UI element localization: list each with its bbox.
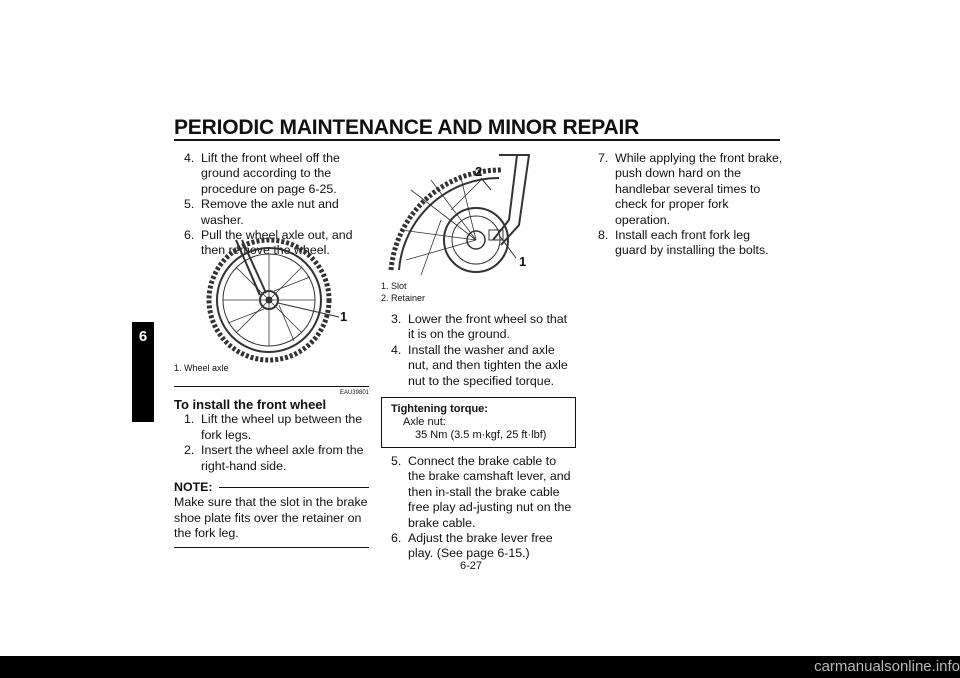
list-item: 2. Insert the wheel axle from the right-hand side. xyxy=(184,443,364,473)
list-item: 5. Connect the brake cable to the brake camshaft lever, and then in-stall the brake cable free play ad-justing nut on the brake cable. xyxy=(391,454,572,530)
section-heading: To install the front wheel xyxy=(174,397,327,412)
list-item: 7. While applying the front brake, push down hard on the handlebar several times to check for proper fork operation. xyxy=(598,151,783,227)
figure-caption-slot: 1. Slot xyxy=(381,281,407,291)
brake-slot-figure xyxy=(381,150,576,305)
page-title: PERIODIC MAINTENANCE AND MINOR REPAIR xyxy=(174,116,640,139)
list-item: 5. Remove the axle nut and washer. xyxy=(184,197,339,227)
figure-caption-retainer: 2. Retainer xyxy=(381,293,426,303)
header-rule xyxy=(174,139,780,141)
install-section xyxy=(174,389,369,548)
list-item: 4. Install the washer and axle nut, and then tighten the axle nut to the specified torque. xyxy=(391,342,568,388)
middle-column xyxy=(381,312,576,562)
list-item: 6. Adjust the brake lever free play. (See page 6-15.) xyxy=(391,531,553,561)
list-item: 6. Pull the wheel axle out, and then remove the wheel. xyxy=(184,228,353,258)
figure-caption: 1. Wheel axle xyxy=(174,363,229,373)
note-title: NOTE: xyxy=(174,480,213,495)
figure-callout-2: 2 xyxy=(475,164,483,179)
note-rule xyxy=(219,487,369,488)
list-item: 1. Lift the wheel up between the fork legs. xyxy=(184,412,363,442)
torque-spec-box xyxy=(381,397,576,448)
page-number: 6-27 xyxy=(460,560,483,572)
wheel-illustration xyxy=(174,235,369,365)
right-column xyxy=(588,151,783,259)
wheel-axle-figure xyxy=(174,235,369,375)
figure-callout-1: 1 xyxy=(519,254,527,269)
torque-item: Axle nut: xyxy=(403,416,446,429)
torque-value: 35 Nm (3.5 m·kgf, 25 ft·lbf) xyxy=(415,429,547,442)
figure-callout: 1 xyxy=(340,309,348,324)
list-item: 3. Lower the front wheel so that it is on the ground. xyxy=(391,312,568,342)
torque-title: Tightening torque: xyxy=(391,403,488,416)
note-header xyxy=(174,480,369,495)
caption-rule xyxy=(174,386,369,387)
list-item: 8. Install each front fork leg guard by installing the bolts. xyxy=(598,228,769,258)
watermark: carmanualsonline.info xyxy=(814,658,960,675)
section-tab: 6 xyxy=(132,322,154,422)
document-code: EAU39801 xyxy=(339,390,369,396)
list-item: 4. Lift the front wheel off the ground according to the procedure on page 6-25. xyxy=(184,151,340,196)
note-text: Make sure that the slot in the brake shoe plate fits over the retainer on the fork leg. xyxy=(174,495,369,547)
